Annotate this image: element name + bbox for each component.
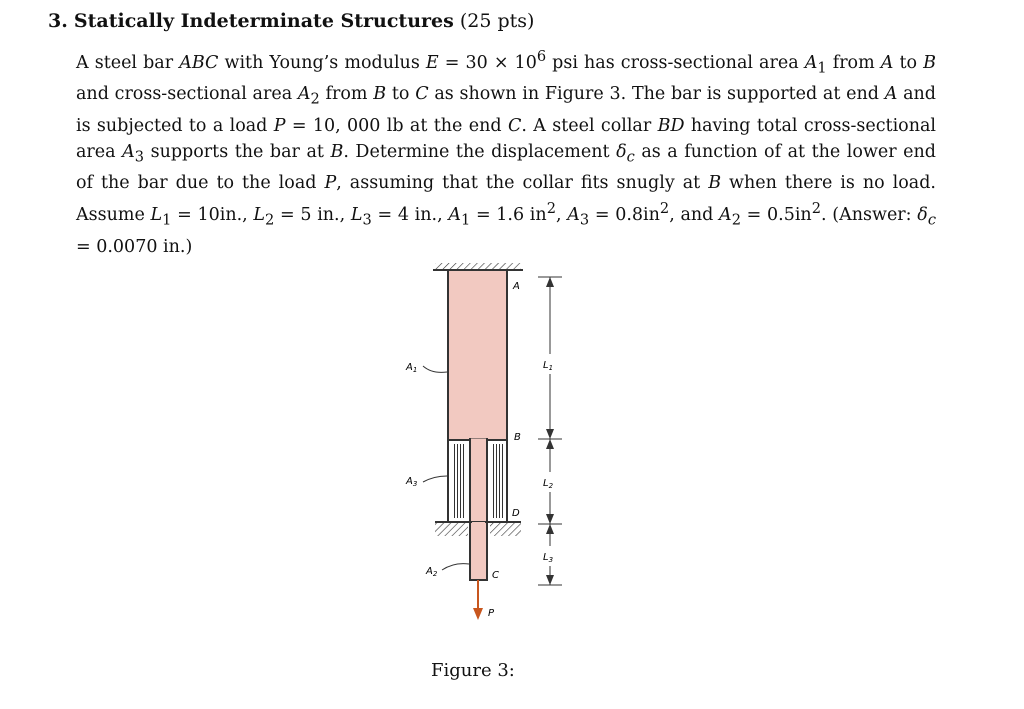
label-a: A bbox=[513, 281, 520, 292]
label-a1: $A_1$ bbox=[406, 362, 418, 374]
problem-statement: A steel bar ABC with Young’s modulus $E = 30 \times 10^6$ psi has cross-sectional area $A_1$ from A to B and cross-sectional area $A_2$ from B to C as shown in Figure 3. The bar is supported at end A and is subjected to a load P = 10, 000 lb at the end C. A steel collar BD having total cross-sectional area $A_3$ supports the bar at B. Determine the displacement $\delta_c$ as a function of at the lower end of the bar due to the load P, assuming that the collar fits snugly at B when there is no load. Assume $L_1 = 10in$., $L_2 = 5$ in., $L_3 = 4$ in., $A_1 = 1.6$ $in^2$, $A_3 = 0.8in^2$, and $A_2 = 0.5in^2$. (Answer: $\delta_c = 0.0070$ in.) bbox=[76, 48, 937, 257]
problem-title: Statically Indeterminate Structures bbox=[73, 10, 454, 32]
top-support bbox=[433, 263, 523, 270]
label-d: D bbox=[512, 508, 520, 519]
label-l2: $L_2$ bbox=[543, 478, 554, 490]
figure-3 bbox=[390, 258, 590, 638]
problem-heading bbox=[48, 10, 534, 32]
load-arrow-p bbox=[473, 580, 483, 620]
label-l1: $L_1$ bbox=[543, 360, 554, 372]
dimension-lines bbox=[538, 277, 562, 585]
label-l3: $L_3$ bbox=[543, 552, 554, 564]
label-a2: $A_2$ bbox=[426, 566, 438, 578]
bar-segment-ab bbox=[448, 270, 507, 440]
figure-caption: Figure 3: bbox=[431, 660, 515, 681]
label-b: B bbox=[514, 432, 521, 443]
problem-number: 3. bbox=[48, 10, 68, 32]
label-p: P bbox=[488, 608, 495, 619]
bar-collar-diagram bbox=[390, 258, 590, 638]
problem-points: (25 pts) bbox=[459, 10, 535, 32]
label-c: C bbox=[492, 570, 499, 581]
bar-segment-bc bbox=[470, 439, 487, 580]
label-a3: $A_3$ bbox=[406, 476, 418, 488]
